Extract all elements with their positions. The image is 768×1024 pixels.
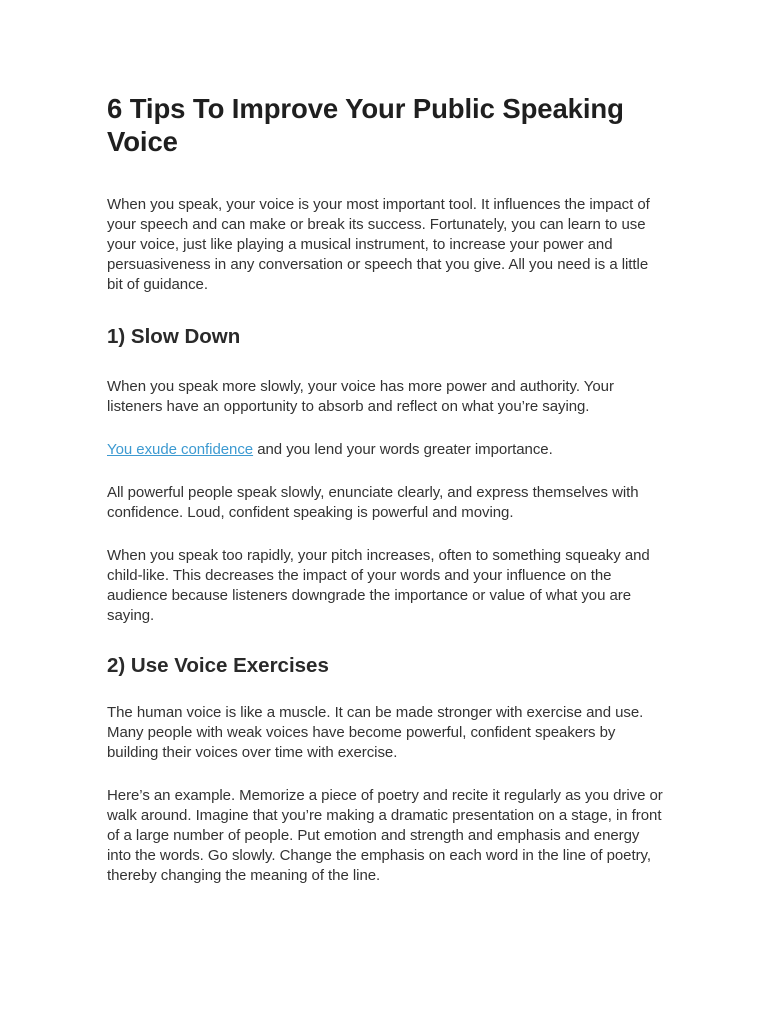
article-title: 6 Tips To Improve Your Public Speaking Voice	[107, 93, 624, 157]
exude-confidence-link[interactable]: You exude confidence	[107, 441, 254, 458]
article	[107, 92, 667, 886]
slow-down-paragraph-3: All powerful people speak slowly, enunciate clearly, and express themselves with confidence. Loud, confident speaking is powerful and moving.	[107, 484, 639, 521]
slow-down-paragraph-4: When you speak too rapidly, your pitch increases, often to something squeaky and child-like. This decreases the impact of your words and your influence on the audience because listeners downgrade the importance or value of what you are saying.	[107, 547, 650, 624]
section-heading-slow-down: 1) Slow Down	[107, 325, 241, 348]
slow-down-paragraph-1: When you speak more slowly, your voice has more power and authority. Your listeners have an opportunity to absorb and reflect on what you’re saying.	[107, 378, 614, 415]
section-heading-voice-exercises: 2) Use Voice Exercises	[107, 654, 329, 677]
voice-exercises-paragraph-1: The human voice is like a muscle. It can be made stronger with exercise and use. Many people with weak voices have become powerful, confident speakers by building their voices over time with exercise.	[107, 704, 644, 761]
slow-down-paragraph-2-text: and you lend your words greater importance.	[253, 441, 553, 458]
slow-down-paragraph-2	[107, 440, 667, 460]
intro-paragraph: When you speak, your voice is your most important tool. It influences the impact of your speech and can make or break its success. Fortunately, you can learn to use your voice, just like playing a musical instrument, to increase your power and persuasiveness in any conversation or speech that you give. All you need is a little bit of guidance.	[107, 196, 650, 293]
voice-exercises-paragraph-2: Here’s an example. Memorize a piece of poetry and recite it regularly as you drive or walk around. Imagine that you’re making a dramatic presentation on a stage, in front of a large number of people. Put emotion and strength and emphasis and energy into the words. Go slowly. Change the emphasis on each word in the line of poetry, thereby changing the meaning of the line.	[107, 787, 663, 884]
